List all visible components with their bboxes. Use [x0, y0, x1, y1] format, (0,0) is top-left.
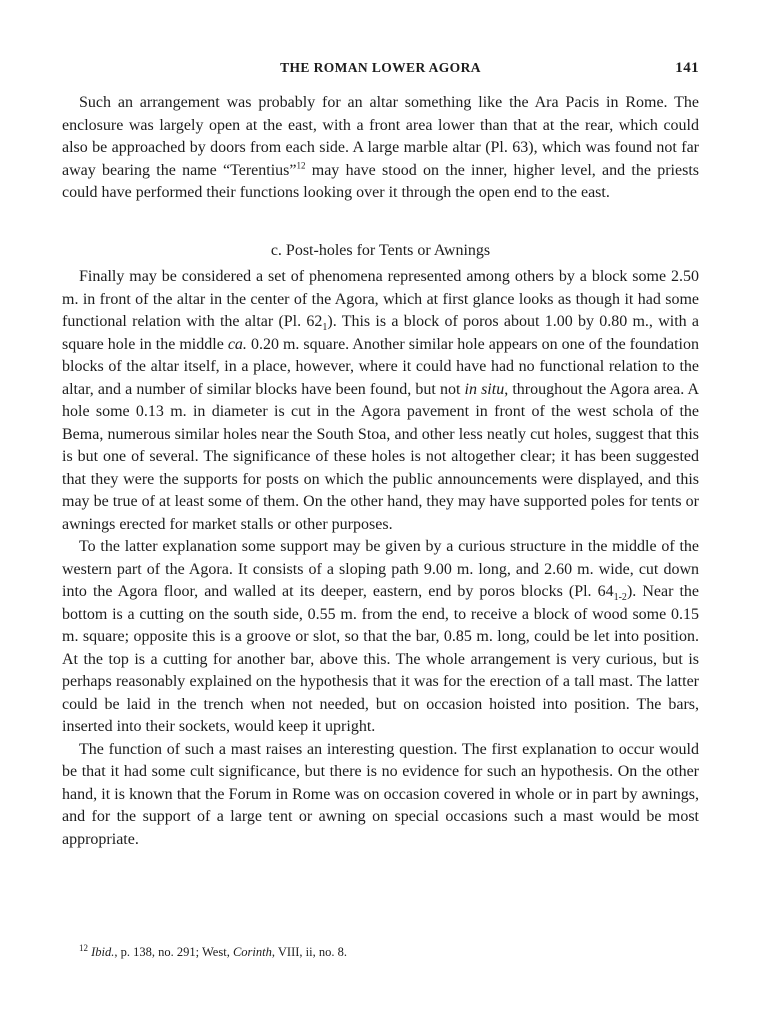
paragraph-altar: [62, 92, 699, 205]
footnote-ref: 12: [296, 160, 306, 171]
text-run: , throughout the Agora area. A hole some 0.13 m. in diameter is cut in the Agora pavement in front of the west schola of the Bema, numerous similar holes near the South Stoa, and other less neatly cut holes, suggest that this is but one of several. The significance of these holes is not altogether clear; it has been suggested that they were the supports for posts on which the public announcements were displayed, and this may be true of at least some of them. On the other hand, they may have supported poles for tents or awnings erected for market stalls or other purposes.: [62, 380, 699, 533]
plate-subscript: 1: [322, 322, 328, 334]
body-text: [62, 92, 699, 851]
italic-term: ca.: [227, 335, 247, 353]
text-run: To the latter explanation some support may be given by a curious structure in the middle of the western part of the Agora. It consists of a sloping path 9.00 m. long, and 2.60 m. wide, cut down into the Agora floor, and walled at its deeper, eastern, end by poros blocks (Pl. 64: [62, 538, 699, 600]
text-run: Finally may be considered a set of phenomena represented among others by a block some 2.50 m. in front of the altar in the center of the Agora, which at first glance looks as though it had some functional relation with the altar (Pl. 62: [62, 268, 699, 330]
text-run: may have stood on the inner, higher level, and the priests could have performed their functions looking over it through the open end to the east.: [62, 161, 700, 201]
italic-term: Ibid.: [91, 945, 115, 959]
section-heading: c. Post-holes for Tents or Awnings: [270, 241, 491, 259]
text-run: 0.20 m. square. Another similar hole appears on one of the foundation blocks of the altar itself, in a place, however, where it could have had no functional relation to the altar, and a number of similar blocks have been found, but not: [62, 335, 699, 398]
text-run: , p. 138, no. 291; West,: [114, 945, 233, 959]
text-run: Such an arrangement was probably for an altar something like the Ara Pacis in Rome. The enclosure was largely open at the east, with a front area lower than that at the rear, which could also be approached by doors from each side. A large marble altar (Pl. 63), which was found not far away bearing the name “Terentius”: [62, 94, 699, 179]
text-run: , VIII, ii, no. 8.: [271, 945, 347, 959]
plate-subscript: 1-2: [613, 592, 627, 604]
paragraph-post-holes: [62, 266, 699, 536]
page-number: 141: [675, 60, 699, 76]
text-run: ). This is a block of poros about 1.00 by 0.80 m., with a square hole in the middle: [62, 313, 699, 353]
italic-term: in situ: [464, 380, 505, 398]
footnote-marker: 12: [79, 942, 88, 953]
text-run: ). Near the bottom is a cutting on the south side, 0.55 m. from the end, to receive a block of wood some 0.15 m. square; opposite this is a groove or slot, so that the bar, 0.85 m. long, could be let into position. At the top is a cutting for another bar, above this. The whole arrangement is very curious, but is perhaps reasonably explained on the hypothesis that it was for the erection of a tall mast. The latter could be laid in the trench when not needed, but on occasion hoisted into position. The bars, inserted into their sockets, would keep it upright.: [62, 583, 700, 735]
footnote: [62, 944, 699, 960]
running-title: THE ROMAN LOWER AGORA: [280, 60, 481, 75]
running-head: [62, 60, 699, 84]
paragraph-mast-function: The function of such a mast raises an interesting question. The first explanation to occur would be that it had some cult significance, but there is no evidence for such an hypothesis. On the other hand, it is known that the Forum in Rome was on occasion covered in whole or in part by awnings, and for the support of a large tent or awning on special occasions such a mast would be most appropriate.: [62, 740, 699, 848]
italic-term: Corinth: [232, 945, 272, 959]
paragraph-mast-trench: [62, 536, 699, 739]
